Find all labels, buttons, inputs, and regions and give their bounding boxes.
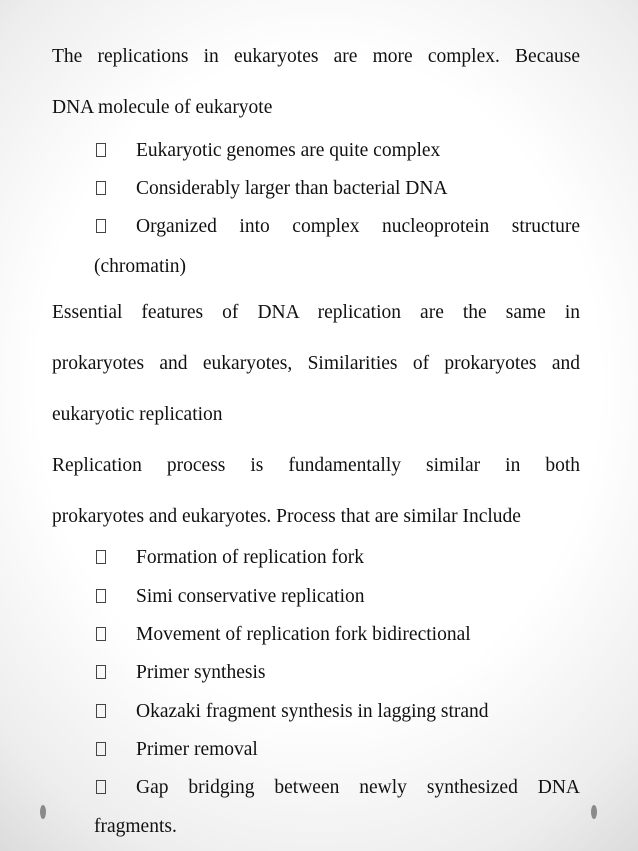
- bullet-b-6: Primer removal: [136, 739, 258, 760]
- bullet-b-7-continuation: fragments.: [94, 816, 177, 837]
- bullet-b-7: Gap bridging between newly synthesized DNA: [136, 777, 580, 798]
- decorative-dot-left: [40, 805, 46, 819]
- bullet-a-2: Considerably larger than bacterial DNA: [136, 178, 448, 199]
- bullet-b-3: Movement of replication fork bidirectional: [136, 624, 471, 645]
- para2-line-1: Essential features of DNA replication are the same in: [52, 302, 580, 323]
- bullet-box-icon: [96, 627, 106, 641]
- bullet-box-icon: [96, 181, 106, 195]
- bullet-box-icon: [96, 704, 106, 718]
- bullet-box-icon: [96, 219, 106, 233]
- decorative-dot-right: [591, 805, 597, 819]
- bullet-box-icon: [96, 143, 106, 157]
- bullet-box-icon: [96, 780, 106, 794]
- bullet-a-3: Organized into complex nucleoprotein structure: [136, 216, 580, 237]
- intro-line-2: DNA molecule of eukaryote: [52, 97, 273, 118]
- bullet-b-5: Okazaki fragment synthesis in lagging strand: [136, 701, 489, 722]
- bullet-box-icon: [96, 665, 106, 679]
- bullet-a-1: Eukaryotic genomes are quite complex: [136, 140, 441, 161]
- intro-line-1: The replications in eukaryotes are more complex. Because: [52, 46, 580, 67]
- bullet-box-icon: [96, 742, 106, 756]
- para2-line-3: eukaryotic replication: [52, 404, 223, 425]
- bullet-a-3-continuation: (chromatin): [94, 256, 187, 277]
- para2-line-2: prokaryotes and eukaryotes, Similarities of prokaryotes and: [52, 353, 580, 374]
- bullet-box-icon: [96, 550, 106, 564]
- bullet-b-1: Formation of replication fork: [136, 547, 364, 568]
- bullet-b-4: Primer synthesis: [136, 662, 266, 683]
- para3-line-2: prokaryotes and eukaryotes. Process that are similar Include: [52, 506, 521, 527]
- bullet-box-icon: [96, 589, 106, 603]
- para3-line-1: Replication process is fundamentally similar in both: [52, 455, 580, 476]
- bullet-b-2: Simi conservative replication: [136, 586, 365, 607]
